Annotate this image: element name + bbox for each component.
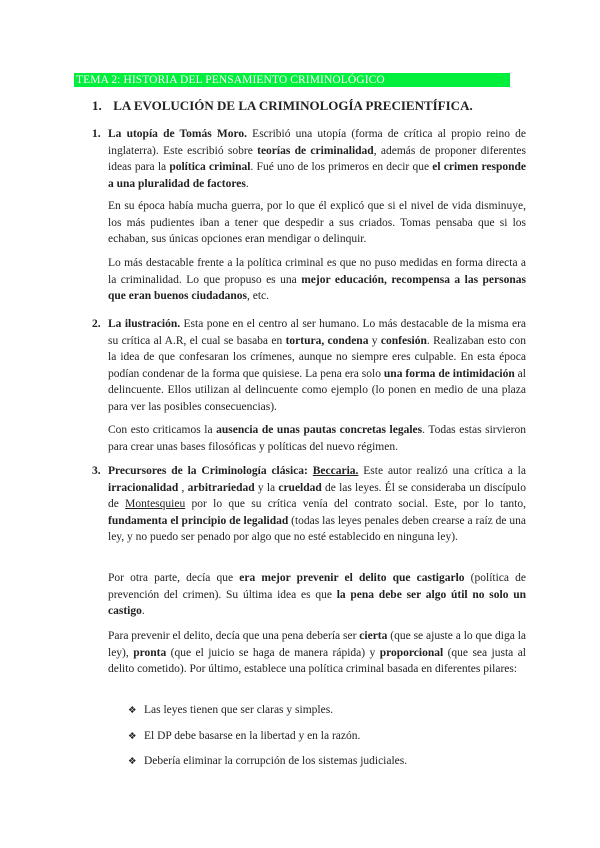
section-heading (92, 98, 473, 114)
text-run: Para prevenir el delito, decía que una pena debería ser (108, 630, 360, 642)
bold-run: el crimen responde a una pluralidad de factores (108, 161, 526, 190)
bullet-text: Las leyes tienen que ser claras y simples. (144, 704, 334, 716)
text-run: Con esto criticamos la (108, 424, 217, 436)
text-run: . (245, 177, 249, 190)
text-run: Lo más destacable frente a la política criminal es que no puso medidas en forma directa a la criminalidad. Lo que propuso es una (108, 257, 526, 286)
text-run: (que el juicio se haga de manera rápida) y (166, 646, 380, 659)
beccaria-paragraph-2 (108, 570, 526, 620)
bold-run: arbitrariedad (187, 481, 255, 494)
bold-run: tortura, condena (285, 334, 369, 347)
diamond-bullet-icon: ❖ (128, 756, 137, 767)
text-run: . Todas estas sirvieron para crear unas bases filosóficas y políticas del nuevo régimen. (108, 424, 526, 453)
bullet-item (128, 753, 407, 771)
beccaria-paragraph-3 (108, 628, 526, 678)
text-run: y (368, 334, 381, 347)
text-run: Este autor realizó una crítica a la (358, 465, 526, 477)
bold-run: una forma de intimidación (383, 367, 515, 380)
item-number-2: 2. (92, 318, 101, 330)
bullet-text: El DP debe basarse en la libertad y en la razón. (144, 730, 361, 742)
bold-run: proporcional (379, 646, 444, 659)
beccaria-name: Beccaria. (312, 465, 359, 477)
section-title: LA EVOLUCIÓN DE LA CRIMINOLOGÍA PRECIENTÍFICA. (113, 98, 473, 113)
bold-run: ausencia de unas pautas concretas legales (216, 424, 423, 436)
bullet-item (128, 702, 333, 720)
ilustracion-paragraph-2 (108, 422, 526, 455)
text-run: por lo que su crítica venía del contrato social. Este, por lo tanto, (185, 498, 527, 511)
text-run: Esta pone en el centro al ser humano. Lo más destacable de la misma era su crítica al A.R, el cual se basaba en (108, 318, 527, 347)
text-run: . Fué uno de los primeros en decir que (250, 161, 433, 174)
ilustracion-paragraph (108, 316, 526, 416)
text-run: de las leyes. Él se consideraba un discípulo de (108, 481, 526, 511)
bold-run: política criminal (169, 161, 251, 174)
moro-paragraph-2: En su época había mucha guerra, por lo que él explicó que si el nivel de vida disminuye, los más pudientes iban a tener que despedir a sus criados. Tomas pensaba que si los echaban, sus únicas opciones eran mendigar o delinquir. (108, 200, 526, 246)
text-run: . (141, 605, 145, 618)
text-run: (política de prevención del crimen). Su última idea es que (108, 572, 526, 601)
section-number: 1. (92, 98, 102, 113)
montesquieu-name: Montesquieu (125, 498, 186, 511)
text-run: . Realizaban esto con la idea de que confesaran los crímenes, aunque no siempre eres culpable. En esta época podían condenar de la forma que quisiese. La pena era solo (108, 334, 526, 380)
ilustracion-title: La ilustración. (108, 318, 181, 330)
text-run: (que se ajuste a lo que diga la ley), (108, 630, 526, 659)
bold-run: pronta (133, 646, 167, 659)
text-run: al delincuente. Ellos utilizan al delincuente como ejemplo (lo ponen en medio de una plaza para ver las posibles consecuencias). (108, 367, 526, 413)
text-run: , además de proponer diferentes ideas para la (108, 144, 526, 174)
bullet-text: Debería eliminar la corrupción de los sistemas judiciales. (144, 755, 408, 767)
bold-run: fundamenta el principio de legalidad (108, 514, 289, 527)
moro-paragraph (108, 126, 526, 192)
bold-run: cierta (359, 630, 388, 642)
item-number-1: 1. (92, 128, 101, 140)
bold-run: irracionalidad (108, 481, 179, 494)
bold-run: mejor educación, recompensa a las personas que eran buenos ciudadanos (108, 273, 526, 303)
moro-paragraph-3 (108, 255, 526, 305)
bold-run: la pena debe ser algo útil no solo un castigo (108, 588, 526, 618)
text-run: Escribió una utopía (forma de crítica al propio reino de inglaterra). Este escribió sobre (108, 128, 527, 157)
bold-run: crueldad (278, 481, 322, 494)
beccaria-title: Precursores de la Criminología clásica: (108, 465, 313, 477)
bold-run: era mejor prevenir el delito que castigarlo (239, 572, 465, 584)
text-run: y la (254, 481, 279, 494)
text-run: , (178, 481, 188, 494)
bullet-item (128, 728, 360, 746)
text-run: (todas las leyes penales deben crearse a raíz de una ley, y no puedo ser penado por algo que no esté establecido en ninguna ley). (108, 514, 527, 544)
text-run: (que sea justa al delito cometido). Por último, establece una política criminal basada en diferentes pilares: (108, 646, 527, 676)
bold-run: confesión (380, 334, 427, 347)
diamond-bullet-icon: ❖ (128, 705, 137, 716)
item-number-3: 3. (92, 465, 101, 477)
beccaria-paragraph (108, 463, 526, 546)
text-run: Por otra parte, decía que (108, 572, 240, 584)
bold-run: teorías de criminalidad (257, 144, 374, 157)
tema-title-banner: TEMA 2: HISTORIA DEL PENSAMIENTO CRIMINOLÓGICO (74, 73, 510, 87)
text-run: , etc. (247, 290, 270, 303)
moro-title: La utopía de Tomás Moro. (108, 128, 247, 140)
diamond-bullet-icon: ❖ (128, 731, 137, 742)
